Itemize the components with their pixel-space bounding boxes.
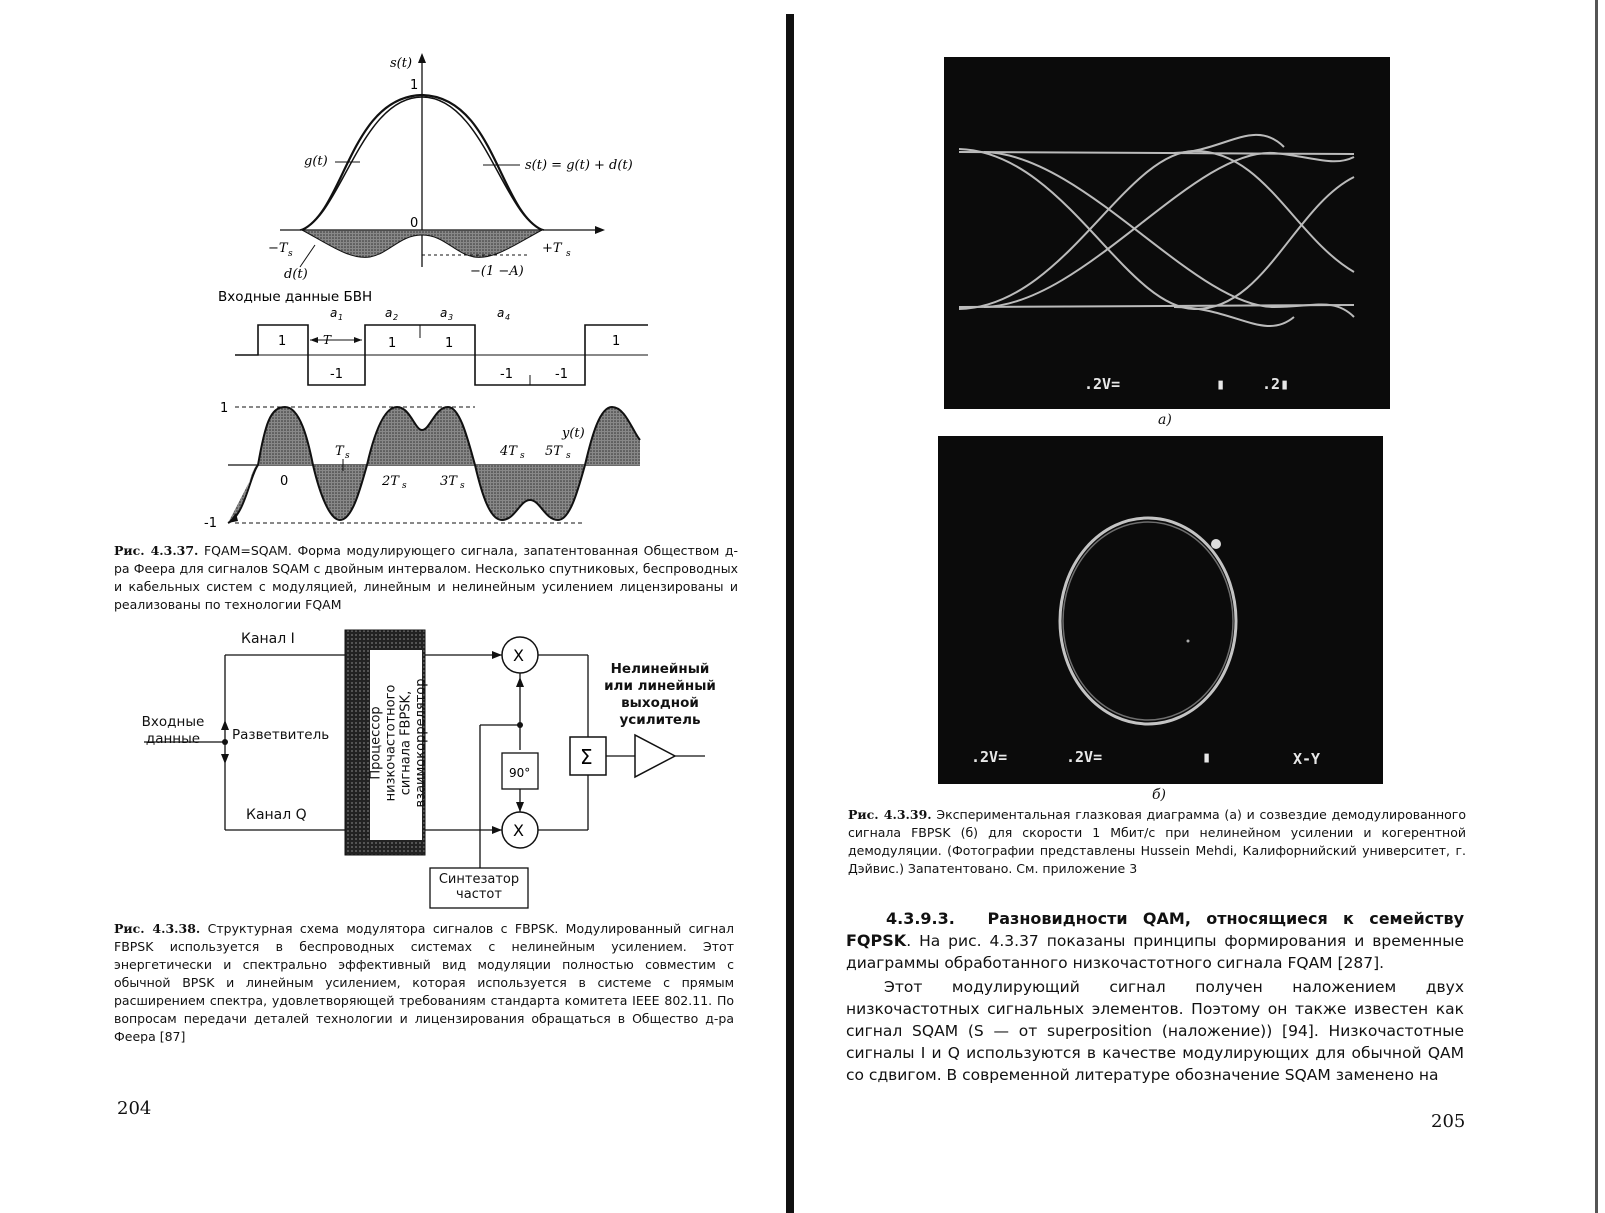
svg-text:0: 0 bbox=[280, 474, 289, 489]
svg-text:X: X bbox=[513, 646, 524, 665]
book-spine bbox=[786, 14, 794, 1213]
svg-text:1: 1 bbox=[278, 334, 287, 349]
g-t-label: g(t) bbox=[304, 154, 328, 169]
svg-text:s: s bbox=[520, 451, 525, 461]
svg-text:1: 1 bbox=[220, 401, 229, 416]
section-title: Разновидности QAM, относящиеся к семейству FQPSK bbox=[846, 909, 1464, 950]
svg-text:2: 2 bbox=[393, 313, 399, 322]
channel-q-label: Канал Q bbox=[246, 807, 307, 823]
svg-text:1: 1 bbox=[445, 336, 454, 351]
svg-text:3T: 3T bbox=[440, 474, 457, 489]
photo-b-label: б) bbox=[1152, 787, 1167, 803]
synthesizer-label: Синтезатор частот bbox=[438, 872, 520, 902]
svg-text:s: s bbox=[460, 481, 465, 491]
svg-text:-1: -1 bbox=[204, 516, 217, 531]
svg-text:a: a bbox=[330, 306, 338, 320]
page-number-right: 205 bbox=[1431, 1111, 1466, 1132]
processor-label: Процессор низкочастотного сигнала FBPSK, взаимокоррелятор bbox=[368, 678, 428, 808]
svg-text:a: a bbox=[440, 306, 448, 320]
page-edge bbox=[1595, 0, 1598, 1213]
eye-diagram-traces bbox=[944, 57, 1390, 409]
s-one-label: 1 bbox=[410, 78, 419, 93]
fqam-waveform-figure bbox=[200, 45, 660, 535]
svg-text:5T: 5T bbox=[545, 444, 562, 459]
svg-text:Σ: Σ bbox=[580, 745, 593, 769]
svg-text:s: s bbox=[566, 451, 571, 461]
svg-text:4: 4 bbox=[505, 313, 511, 322]
page-number-left: 204 bbox=[117, 1098, 152, 1119]
svg-text:T: T bbox=[323, 333, 332, 347]
svg-text:1: 1 bbox=[338, 313, 344, 322]
one-minus-a-label: −(1 −A) bbox=[470, 264, 524, 279]
section-paragraph-1: 4.3.9.3. Разновидности QAM, относящиеся к семейству FQPSK. На рис. 4.3.37 показаны принципы формирования и временные диаграммы обработанного низкочастотного сигнала FQAM [287]. bbox=[846, 909, 1464, 972]
svg-text:1: 1 bbox=[388, 336, 397, 351]
amplifier-triangle bbox=[635, 735, 675, 777]
fig-4-3-37-caption: Рис. 4.3.37. FQAM=SQAM. Форма модулирующего сигнала, запатентованная Обществом д-ра Феера для сигналов SQAM с двойным интервалом. Несколько спутниковых, беспроводных и кабельных систем с модуляцией, линейным и нелинейным усилением лицензированы и реализованы по технологии FQAM bbox=[114, 543, 738, 612]
channel-i-label: Канал I bbox=[241, 631, 295, 647]
section-number: 4.3.9.3. bbox=[886, 909, 955, 928]
constellation-photo: .2V= .2V= ▮ X-Y bbox=[938, 436, 1383, 784]
splitter-label: Разветвитель bbox=[232, 727, 330, 743]
d-t-label: d(t) bbox=[284, 267, 308, 282]
s-zero-label: 0 bbox=[410, 216, 419, 231]
s-equation-label: s(t) = g(t) + d(t) bbox=[525, 158, 633, 173]
svg-text:1: 1 bbox=[612, 334, 621, 349]
constellation-traces bbox=[938, 436, 1383, 784]
pos-ts-label: +T bbox=[542, 241, 562, 256]
amplifier-label: Нелинейный или линейный выходной усилитель bbox=[604, 661, 716, 728]
section-paragraph-2: Этот модулирующий сигнал получен наложением двух низкочастотных сигнальных элементов. Поэтому он также известен как сигнал SQAM (S — от superposition (наложение)) [94]. Низкочастотные сигналы I и Q используются в качестве модулирующих для обычной QAM со сдвигом. В современной литературе обозначение SQAM заменено на bbox=[846, 978, 1464, 1084]
svg-text:-1: -1 bbox=[330, 367, 343, 382]
svg-text:s: s bbox=[345, 451, 350, 461]
s-axis-label: s(t) bbox=[390, 56, 413, 71]
svg-text:90°: 90° bbox=[509, 766, 531, 780]
svg-text:s: s bbox=[288, 249, 293, 259]
svg-text:T: T bbox=[335, 444, 344, 459]
svg-text:-1: -1 bbox=[500, 367, 513, 382]
fig-4-3-38-caption: Рис. 4.3.38. Структурная схема модулятора сигналов с FBPSK. Модулированный сигнал FBPSK используется в беспроводных системах с нелинейным усилением. Этот энергетически и спектрально эффективный вид модуляции полностью совместим с обычной BPSK и линейным усилением, которая используется в системе с прямым расширением спектра, удовлетворяющей требованиям стандарта комитета IEEE 802.11. По вопросам передачи деталей технологии и лицензирования обращаться в Общество д-ра Феера [87] bbox=[114, 921, 734, 1044]
svg-text:2T: 2T bbox=[382, 474, 399, 489]
input-data-label: Входные данные bbox=[141, 714, 205, 747]
svg-text:a: a bbox=[385, 306, 393, 320]
svg-text:s: s bbox=[402, 481, 407, 491]
eye-diagram-photo: .2V= ▮ .2▮ bbox=[944, 57, 1390, 409]
svg-text:4T: 4T bbox=[500, 444, 517, 459]
svg-text:-1: -1 bbox=[555, 367, 568, 382]
y-t-label: y(t) bbox=[562, 426, 585, 441]
input-data-label: Входные данные БВН bbox=[218, 289, 373, 305]
neg-ts-label: −T bbox=[268, 241, 288, 256]
svg-text:s: s bbox=[566, 249, 571, 259]
photo-a-label: а) bbox=[1158, 412, 1172, 428]
fig-4-3-39-caption: Рис. 4.3.39. Экспериментальная глазковая диаграмма (а) и созвездие демодулированного сигнала FBPSK (б) для скорости 1 Мбит/с при нелинейном усилении и когерентной демодуляции. (Фотографии представлены Hussein Mehdi, Калифорнийский университет, г. Дэйвис.) Запатентовано. См. приложение 3 bbox=[848, 807, 1466, 876]
svg-text:3: 3 bbox=[448, 313, 454, 322]
svg-text:X: X bbox=[513, 821, 524, 840]
svg-text:a: a bbox=[497, 306, 505, 320]
